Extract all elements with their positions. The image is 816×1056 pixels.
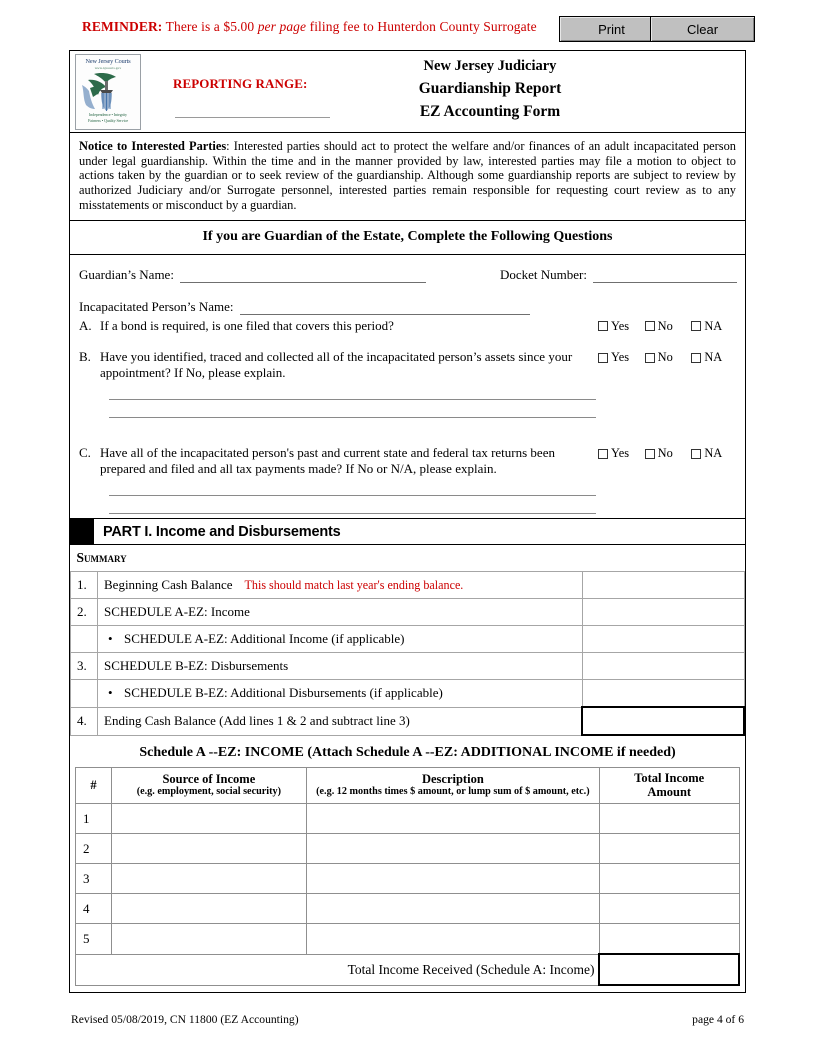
question-c xyxy=(70,445,745,514)
reminder-text xyxy=(82,19,537,35)
reminder-italic-per-page: per page xyxy=(257,19,307,34)
summary-row-2b-label: • SCHEDULE A-EZ: Additional Income (if applicable) xyxy=(98,626,583,653)
schedule-a-col-source-sub: (e.g. employment, social security) xyxy=(136,786,281,798)
question-c-yes-checkbox[interactable] xyxy=(598,449,608,459)
logo-tagline xyxy=(76,112,140,123)
title-judiciary: New Jersey Judiciary xyxy=(423,58,557,74)
question-b-yes-group[interactable] xyxy=(598,350,645,366)
question-b-explain-line-1[interactable] xyxy=(109,399,596,400)
title-ez-accounting-form: EZ Accounting Form xyxy=(419,103,561,120)
docket-number-label: Docket Number: xyxy=(500,266,588,282)
guardian-name-row xyxy=(79,267,426,283)
question-b-yes-label: Yes xyxy=(611,350,630,365)
summary-row-2-number: 2. xyxy=(71,599,98,626)
question-b-answers xyxy=(598,350,738,366)
reporting-range-input[interactable] xyxy=(175,117,330,118)
part-one-marker-icon xyxy=(70,519,94,544)
guardian-name-label: Guardian’s Name: xyxy=(79,266,174,282)
section-banner: If you are Guardian of the Estate, Complete the Following Questions xyxy=(70,221,745,255)
logo-tagline-line2: Fairness • Quality Service xyxy=(87,117,129,123)
question-c-na-checkbox[interactable] xyxy=(691,449,701,459)
summary-row-1 xyxy=(71,572,745,599)
question-a-yes-label: Yes xyxy=(611,318,630,333)
incapacitated-person-label: Incapacitated Person’s Name: xyxy=(79,298,234,314)
schedule-a-total-amount[interactable] xyxy=(599,954,739,985)
question-c-na-label: NA xyxy=(704,446,723,461)
question-c-no-group[interactable] xyxy=(645,446,692,462)
reminder-body-1: There is a $5.00 xyxy=(165,19,255,34)
question-b-na-group[interactable] xyxy=(691,350,738,366)
notice-lead: Notice to Interested Parties xyxy=(79,139,227,153)
schedule-a-row-3-description[interactable] xyxy=(306,864,599,894)
summary-row-3b-number xyxy=(71,680,98,708)
schedule-a-row-1-number: 1 xyxy=(76,804,112,834)
notice-body: : Interested parties should act to protect the welfare and/or finances of an adult incapacitated person under legal guardianship. Within the time and in the manner provided by law, interested parties may file a motion to object to actions taken by the guardian or to seek review of the guardianship. Although some guardianship reports are subject to review by authorized Judiciary and/or Surrogate personnel, interested parties remain responsible for requesting court review as to any misstatements or misconduct by a guardian. xyxy=(79,139,737,212)
schedule-a-row-1-description[interactable] xyxy=(306,804,599,834)
table-row xyxy=(76,924,740,955)
footer-page-number: page 4 of 6 xyxy=(692,1013,744,1026)
summary-row-3b xyxy=(71,680,745,708)
schedule-a-row-4-number: 4 xyxy=(76,894,112,924)
nj-courts-logo xyxy=(75,54,141,130)
question-a-no-group[interactable] xyxy=(645,319,692,335)
summary-row-1-number: 1. xyxy=(71,572,98,599)
question-a-yes-group[interactable] xyxy=(598,319,645,335)
schedule-a-row-4-source[interactable] xyxy=(111,894,306,924)
table-row xyxy=(76,894,740,924)
schedule-a-col-source xyxy=(111,768,306,804)
question-a-yes-checkbox[interactable] xyxy=(598,321,608,331)
summary-row-4-label: Ending Cash Balance (Add lines 1 & 2 and subtract line 3) xyxy=(98,707,583,735)
question-b xyxy=(70,349,745,418)
summary-row-2-label: SCHEDULE A-EZ: Income xyxy=(98,599,583,626)
summary-row-1-text: Beginning Cash Balance xyxy=(104,577,233,593)
table-row xyxy=(76,804,740,834)
question-c-answers xyxy=(598,446,738,462)
summary-row-3b-label: • SCHEDULE B-EZ: Additional Disbursements (if applicable) xyxy=(98,680,583,708)
schedule-a-col-source-main: Source of Income xyxy=(162,771,256,786)
table-row xyxy=(76,864,740,894)
schedule-a-col-amount-line2: Amount xyxy=(647,784,692,799)
question-b-na-label: NA xyxy=(704,350,723,365)
schedule-a-row-2-amount[interactable] xyxy=(599,834,739,864)
reminder-body-2: filing fee to Hunterdon County Surrogate xyxy=(309,19,537,34)
summary-row-3 xyxy=(71,653,745,680)
summary-table xyxy=(70,545,745,736)
question-a-text: If a bond is required, is one filed that covers this period? xyxy=(100,317,394,333)
summary-row-2b xyxy=(71,626,745,653)
schedule-a-row-4-amount[interactable] xyxy=(599,894,739,924)
schedule-a-row-1-amount[interactable] xyxy=(599,804,739,834)
guardianship-form xyxy=(69,50,746,993)
names-section xyxy=(70,255,745,318)
schedule-a-table xyxy=(75,767,740,986)
question-a-no-checkbox[interactable] xyxy=(645,321,655,331)
question-a-na-group[interactable] xyxy=(691,319,738,335)
summary-row-1-note: This should match last year's ending balance. xyxy=(244,578,464,593)
schedule-a-section xyxy=(70,736,745,992)
schedule-a-row-3-number: 3 xyxy=(76,864,112,894)
question-c-yes-group[interactable] xyxy=(598,446,645,462)
summary-row-2 xyxy=(71,599,745,626)
question-a-no-label: No xyxy=(657,318,673,333)
question-b-no-group[interactable] xyxy=(645,350,692,366)
summary-row-3b-amount[interactable] xyxy=(582,680,744,708)
schedule-a-row-5-number: 5 xyxy=(76,924,112,955)
question-c-text: Have all of the incapacitated person's past and current state and federal tax returns been prepared and filed and all tax payments made? If No or N/A, please explain. xyxy=(100,445,555,476)
schedule-a-total-label: Total Income Received (Schedule A: Income) xyxy=(76,954,600,985)
question-b-no-checkbox[interactable] xyxy=(645,353,655,363)
summary-heading-row xyxy=(71,545,745,572)
question-b-explain-line-2[interactable] xyxy=(109,417,596,418)
summary-row-4-number: 4. xyxy=(71,707,98,735)
questions-section xyxy=(70,318,745,519)
schedule-a-row-3-amount[interactable] xyxy=(599,864,739,894)
title-guardianship-report: Guardianship Report xyxy=(418,80,562,97)
reporting-range-label: REPORTING RANGE: xyxy=(173,76,308,91)
question-c-na-group[interactable] xyxy=(691,446,738,462)
summary-heading: Summary xyxy=(71,545,745,572)
summary-row-2-amount[interactable] xyxy=(582,599,744,626)
schedule-a-row-2-source[interactable] xyxy=(111,834,306,864)
incapacitated-person-row xyxy=(79,299,530,315)
question-b-yes-checkbox[interactable] xyxy=(598,353,608,363)
question-b-no-label: No xyxy=(657,350,673,365)
schedule-a-col-description-main: Description xyxy=(421,771,484,786)
question-c-letter: C. xyxy=(79,445,91,461)
question-c-yes-label: Yes xyxy=(611,446,630,461)
notice-to-interested-parties xyxy=(70,133,745,221)
summary-row-2b-number xyxy=(71,626,98,653)
summary-row-3-label: SCHEDULE B-EZ: Disbursements xyxy=(98,653,583,680)
incapacitated-person-input[interactable] xyxy=(240,301,530,315)
schedule-a-row-5-description[interactable] xyxy=(306,924,599,955)
schedule-a-row-5-source[interactable] xyxy=(111,924,306,955)
question-c-explain-line-2[interactable] xyxy=(109,513,596,514)
docket-number-row xyxy=(500,267,737,283)
schedule-a-col-number: # xyxy=(76,768,112,804)
question-a-na-label: NA xyxy=(704,318,723,333)
form-titles xyxy=(355,56,625,123)
schedule-a-header-row xyxy=(76,768,740,804)
footer-revision: Revised 05/08/2019, CN 11800 (EZ Accounting) xyxy=(71,1013,299,1026)
clear-button[interactable]: Clear xyxy=(650,16,755,42)
schedule-a-row-2-description[interactable] xyxy=(306,834,599,864)
question-b-text: Have you identified, traced and collected all of the incapacitated person’s assets since your appointment? If No, please explain. xyxy=(100,349,573,380)
question-c-no-label: No xyxy=(657,446,673,461)
table-row xyxy=(76,834,740,864)
schedule-a-row-4-description[interactable] xyxy=(306,894,599,924)
part-one-title: PART I. Income and Disbursements xyxy=(103,523,341,540)
question-a-letter: A. xyxy=(79,317,92,333)
schedule-a-row-1-source[interactable] xyxy=(111,804,306,834)
schedule-a-total-row xyxy=(76,954,740,985)
logo-tagline-line1: Independence • Integrity xyxy=(89,112,127,117)
part-one-header xyxy=(70,518,745,545)
schedule-a-row-5-amount[interactable] xyxy=(599,924,739,955)
summary-row-3-number: 3. xyxy=(71,653,98,680)
question-c-explain-line-1[interactable] xyxy=(109,495,596,496)
summary-row-4-amount[interactable] xyxy=(582,707,744,735)
question-a xyxy=(70,318,745,334)
question-b-letter: B. xyxy=(79,349,91,365)
reminder-label: REMINDER: xyxy=(82,19,163,34)
print-button[interactable]: Print xyxy=(559,16,664,42)
logo-emblem-icon xyxy=(76,71,140,112)
logo-title: New Jersey Courts xyxy=(85,58,131,65)
question-c-no-checkbox[interactable] xyxy=(645,449,655,459)
summary-row-1-amount[interactable] xyxy=(582,572,744,599)
schedule-a-col-description-sub: (e.g. 12 months times $ amount, or lump sum of $ amount, etc.) xyxy=(316,786,590,798)
schedule-a-col-description xyxy=(306,768,599,804)
summary-row-4 xyxy=(71,707,745,735)
summary-row-1-label xyxy=(98,572,583,599)
summary-row-3-amount[interactable] xyxy=(582,653,744,680)
form-header xyxy=(70,51,745,133)
schedule-a-col-amount-line1: Total Income xyxy=(634,771,705,786)
logo-subtitle: www.njcourts.gov xyxy=(94,66,122,70)
question-b-na-checkbox[interactable] xyxy=(691,353,701,363)
schedule-a-title: Schedule A --EZ: INCOME (Attach Schedule A --EZ: ADDITIONAL INCOME if needed) xyxy=(139,745,676,761)
schedule-a-row-3-source[interactable] xyxy=(111,864,306,894)
guardian-name-input[interactable] xyxy=(180,269,426,283)
docket-number-input[interactable] xyxy=(593,269,737,283)
top-toolbar xyxy=(0,0,816,48)
summary-row-2b-amount[interactable] xyxy=(582,626,744,653)
question-a-answers xyxy=(598,319,738,335)
schedule-a-col-amount xyxy=(599,768,739,804)
schedule-a-row-2-number: 2 xyxy=(76,834,112,864)
question-a-na-checkbox[interactable] xyxy=(691,321,701,331)
